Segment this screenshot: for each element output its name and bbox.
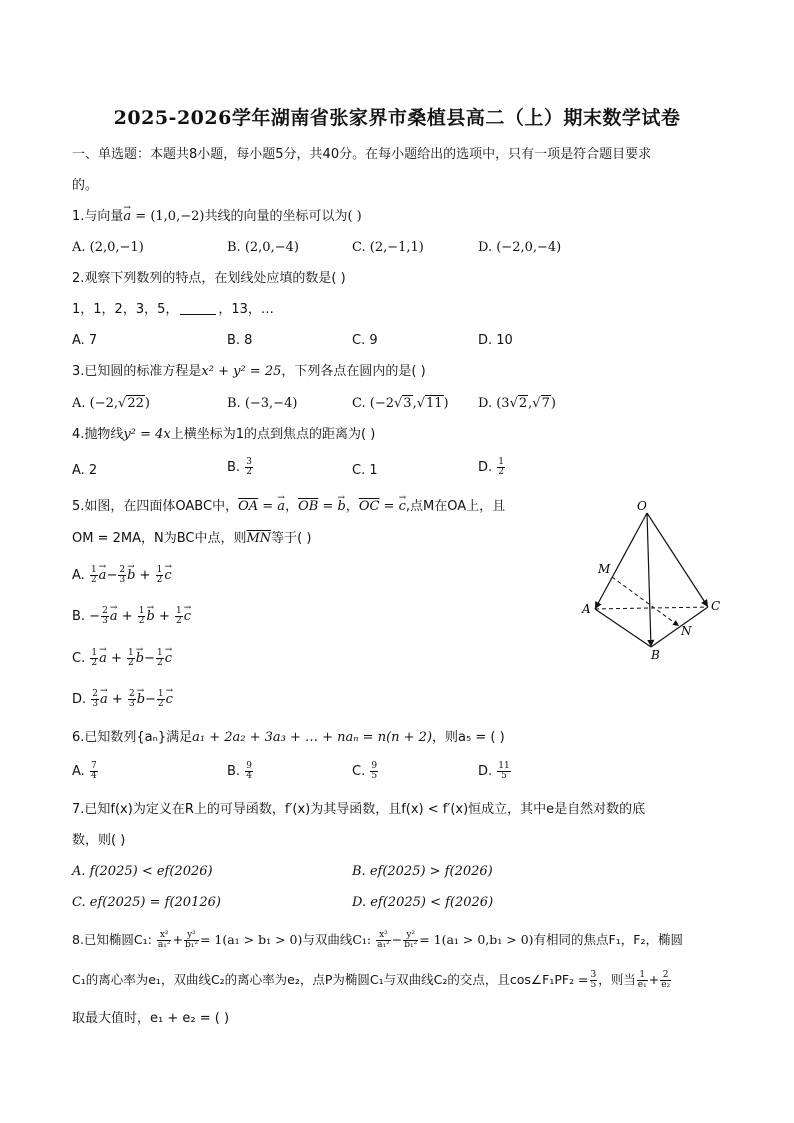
q1-option-a[interactable]: A. (2,0,−1) [72, 240, 144, 255]
label-b: B [651, 648, 660, 662]
q4-option-b[interactable]: B. $\frac{3}{2}$ [227, 457, 252, 477]
q4-option-c[interactable]: C. 1 [352, 463, 378, 478]
q7-option-b[interactable]: B. ef(2025) > f(2026) [352, 864, 493, 879]
q6-option-c[interactable]: C. $\frac{9}{5}$ [352, 761, 378, 781]
q3-option-d[interactable]: D. (3√2,√7) [478, 396, 556, 411]
edge-bc [651, 607, 708, 647]
q2-sequence: 1，1，2，3，5， ，13，… [72, 302, 274, 317]
label-o: O [637, 499, 647, 513]
q2-option-d[interactable]: D. 10 [478, 333, 513, 348]
edge-ac-hidden [595, 607, 708, 609]
q1-option-b[interactable]: B. (2,0,−4) [227, 240, 299, 255]
q1-option-c[interactable]: C. (2,−1,1) [352, 240, 424, 255]
q4-option-d[interactable]: D. $\frac{1}{2}$ [478, 457, 505, 477]
label-a: A [582, 602, 591, 616]
q1-option-d[interactable]: D. (−2,0,−4) [478, 240, 562, 255]
q2-option-c[interactable]: C. 9 [352, 333, 378, 348]
q3-option-a[interactable]: A. (−2,√22) [72, 396, 150, 411]
q5-option-d[interactable]: D. $\frac{2}{3}$ → a + $\frac{2}{3}$ → b− $\frac{1}{2}$ → c [72, 690, 173, 709]
q8-stem-line1: 8.已知椭圆C₁: $\frac{\text{x²}}{\text{a₁²}}$ + $\frac{\text{y²}}{\text{b₁²}}$ = 1(a₁ > b₁ > 0)与双曲线C₁: $\frac{\text{x²}}{\text{a₁²}}$ − $\frac{\text{y²}}{\text{b₁²}}$ = 1(a₁ > 0,b₁ > 0)有相同的焦点F₁，F₂，椭圆 [72, 930, 683, 950]
q3-option-b[interactable]: B. (−3,−4) [227, 396, 298, 411]
segment-mn [612, 577, 679, 626]
q5-option-c[interactable]: C. $\frac{1}{2}$ → a + $\frac{1}{2}$ → b− $\frac{1}{2}$ → c [72, 649, 172, 668]
q3-stem: 3.已知圆的标准方程是x² + y² = 25，下列各点在圆内的是( ) [72, 364, 426, 379]
q7-stem-line2: 数，则( ) [72, 833, 126, 848]
q8-stem-line3: 取最大值时，e₁ + e₂ = ( ) [72, 1011, 230, 1026]
q5-option-a[interactable]: A. $\frac{1}{2}$ → a− $\frac{2}{3}$ → b + $\frac{1}{2}$ → c [72, 566, 172, 585]
tetrahedron-figure [575, 495, 735, 665]
q4-stem: 4.抛物线y² = 4x上横坐标为1的点到焦点的距离为( ) [72, 427, 376, 442]
q4-option-a[interactable]: A. 2 [72, 463, 98, 478]
label-n: N [681, 624, 692, 638]
q6-option-d[interactable]: D. $\frac{11}{5}$ [478, 761, 510, 781]
q7-option-c[interactable]: C. ef(2025) = f(20126) [72, 895, 221, 910]
q6-option-b[interactable]: B. $\frac{9}{4}$ [227, 761, 252, 781]
edge-ob [647, 513, 651, 647]
q5-stem-line1: 5.如图，在四面体OABC中，$\overline{OA}$ = → a，$\overline{OB}$ = → b，$\overline{OC}$ = → c,点M在OA上，且 [72, 498, 505, 516]
paper-title: 2025-2026学年湖南省张家界市桑植县高二（上）期末数学试卷 [113, 107, 681, 129]
q2-stem: 2.观察下列数列的特点，在划线处应填的数是( ) [72, 271, 346, 286]
label-c: C [711, 599, 721, 613]
q2-option-a[interactable]: A. 7 [72, 333, 98, 348]
q7-option-d[interactable]: D. ef(2025) < f(2026) [352, 895, 494, 910]
q7-option-a[interactable]: A. f(2025) < ef(2026) [72, 864, 213, 879]
label-m: M [598, 562, 611, 576]
q6-option-a[interactable]: A. $\frac{7}{4}$ [72, 761, 97, 781]
q3-option-c[interactable]: C. (−2√3,√11) [352, 396, 449, 411]
q5-option-b[interactable]: B. − $\frac{2}{3}$ → a + $\frac{1}{2}$ → b + $\frac{1}{2}$ → c [72, 607, 191, 626]
q2-blank [180, 314, 216, 315]
q6-stem: 6.已知数列{aₙ}满足a₁ + 2a₂ + 3a₃ + … + naₙ = n(n + 2)，则a₅ = ( ) [72, 730, 505, 745]
q2-option-b[interactable]: B. 8 [227, 333, 253, 348]
q7-stem-line1: 7.已知f(x)为定义在R上的可导函数，f′(x)为其导函数，且f(x) < f′(x)恒成立，其中e是自然对数的底 [72, 802, 646, 817]
edge-ab [595, 609, 651, 647]
q8-stem-line2: C₁的离心率为e₁，双曲线C₂的离心率为e₂，点P为椭圆C₁与双曲线C₂的交点，且cos∠F₁PF₂ = $\frac{3}{5}$ ，则当 $\frac{1}{\text{e₁}}$ + $\frac{2}{\text{e₂}}$ [72, 970, 671, 990]
section-heading-line1: 一、单选题：本题共8小题，每小题5分，共40分。在每小题给出的选项中，只有一项是符合题目要求 [72, 147, 652, 162]
q1-stem: 1.与向量→ a = (1,0,−2)共线的向量的坐标可以为( ) [72, 208, 362, 226]
section-heading-line2: 的。 [72, 178, 99, 193]
edge-oa [595, 513, 647, 609]
edge-oc [647, 513, 708, 607]
q5-stem-line2: OM = 2MA，N为BC中点，则$\overline{MN}$等于( ) [72, 531, 312, 546]
